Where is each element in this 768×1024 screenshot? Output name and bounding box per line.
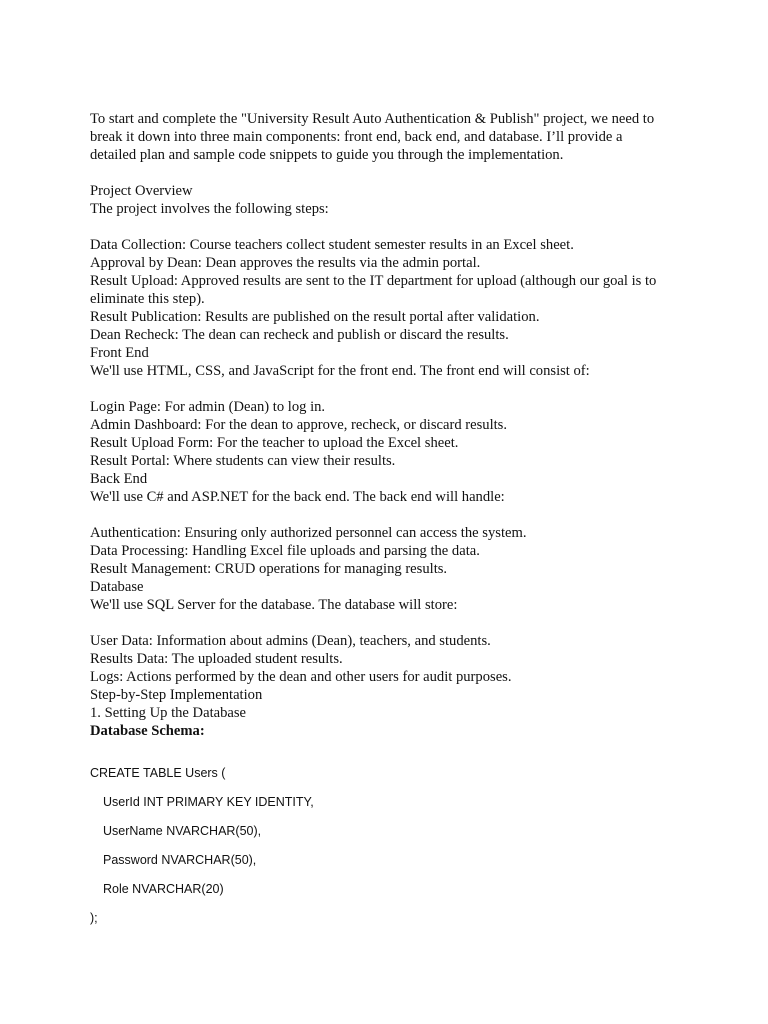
database-item: Logs: Actions performed by the dean and other users for audit purposes. <box>90 669 512 685</box>
section-heading-database: Database <box>90 579 144 595</box>
section-heading-implementation: Step-by-Step Implementation <box>90 687 263 703</box>
overview-step: Dean Recheck: The dean can recheck and publish or discard the results. <box>90 327 509 343</box>
front-end-item: Admin Dashboard: For the dean to approve, recheck, or discard results. <box>90 417 508 433</box>
sql-code-block <box>90 764 690 938</box>
section-heading-project-overview: Project Overview <box>90 183 193 199</box>
code-line: CREATE TABLE Users ( <box>90 766 226 780</box>
overview-step: Data Collection: Course teachers collect student semester results in an Excel sheet. <box>90 237 574 253</box>
document-body <box>90 110 690 740</box>
database-item: Results Data: The uploaded student results. <box>90 651 343 667</box>
back-end-item: Data Processing: Handling Excel file uploads and parsing the data. <box>90 543 480 559</box>
paragraph-gap <box>90 380 690 398</box>
code-line: ); <box>90 911 98 925</box>
paragraph-gap <box>90 614 690 632</box>
intro-line-2: break it down into three main components: front end, back end, and database. I’ll provide a <box>90 129 623 145</box>
overview-lead: The project involves the following steps: <box>90 201 329 217</box>
front-end-lead: We'll use HTML, CSS, and JavaScript for the front end. The front end will consist of: <box>90 363 590 379</box>
front-end-item: Result Upload Form: For the teacher to upload the Excel sheet. <box>90 435 459 451</box>
code-line: UserName NVARCHAR(50), <box>103 824 262 838</box>
database-schema-heading: Database Schema: <box>90 723 205 739</box>
implementation-step-1: 1. Setting Up the Database <box>90 705 247 721</box>
back-end-lead: We'll use C# and ASP.NET for the back end. The back end will handle: <box>90 489 505 505</box>
section-heading-front-end: Front End <box>90 345 149 361</box>
overview-step: Result Upload: Approved results are sent to the IT department for upload (although our goal is to <box>90 273 657 289</box>
front-end-item: Result Portal: Where students can view their results. <box>90 453 396 469</box>
overview-step: Approval by Dean: Dean approves the results via the admin portal. <box>90 255 481 271</box>
database-item: User Data: Information about admins (Dean), teachers, and students. <box>90 633 491 649</box>
section-heading-back-end: Back End <box>90 471 148 487</box>
back-end-item: Result Management: CRUD operations for managing results. <box>90 561 448 577</box>
back-end-item: Authentication: Ensuring only authorized personnel can access the system. <box>90 525 527 541</box>
code-line: UserId INT PRIMARY KEY IDENTITY, <box>103 795 314 809</box>
database-lead: We'll use SQL Server for the database. The database will store: <box>90 597 458 613</box>
overview-step: eliminate this step). <box>90 291 205 307</box>
paragraph-gap <box>90 506 690 524</box>
intro-line-1: To start and complete the "University Result Auto Authentication & Publish" project, we need to <box>90 111 655 127</box>
intro-line-3: detailed plan and sample code snippets to guide you through the implementation. <box>90 147 564 163</box>
overview-step: Result Publication: Results are published on the result portal after validation. <box>90 309 540 325</box>
code-line: Password NVARCHAR(50), <box>103 853 257 867</box>
paragraph-gap <box>90 218 690 236</box>
paragraph-gap <box>90 164 690 182</box>
code-line: Role NVARCHAR(20) <box>103 882 224 896</box>
front-end-item: Login Page: For admin (Dean) to log in. <box>90 399 326 415</box>
